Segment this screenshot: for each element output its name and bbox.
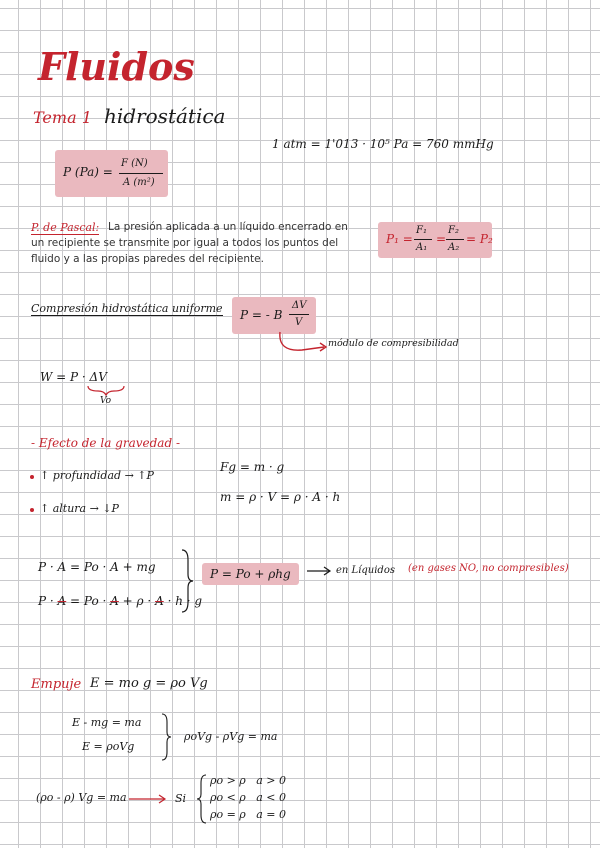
pressure-formula-box [55,150,168,197]
buoyancy-step-1: E - mg = ma [72,716,142,729]
right-brace-icon [180,548,194,614]
buoyancy-arrow-icon [128,794,168,804]
work-under-label: Vo [100,396,112,406]
eq2-g: · h · g [167,594,203,608]
equation-line-2 [38,594,202,608]
buoyancy-final: (ρo - ρ) Vg = ma [36,791,127,804]
pascal-a2: A₂ [448,242,460,253]
compression-title: Compresión hidrostática uniforme [31,302,223,315]
cases-brace-icon [196,773,208,825]
pascal-p2: = P₂ [466,232,493,246]
pascal-a1: A₁ [416,242,428,253]
gravity-title: - Efecto de la gravedad - [31,436,180,450]
topic-name: hidrostática [104,104,226,128]
buoyancy-step-2: E = ρoVg [82,740,135,753]
gravity-bullet-2: ↑ altura → ↓P [40,502,119,515]
eq2-a: P · [38,594,54,608]
pascal-p1: P₁ = [386,232,413,246]
buoyancy-result: ρoVg - ρVg = ma [184,730,278,743]
buoyancy-title: Empuje [31,677,82,692]
compression-note: módulo de compresibilidad [328,338,459,349]
pascal-f1: F₁ [416,225,427,236]
case-1: ρo > ρ a > 0 [210,774,287,787]
compression-arrow-icon [272,330,332,358]
compression-lhs: P = - B [240,308,283,322]
gravity-mass: m = ρ · V = ρ · A · h [220,490,341,504]
compression-formula-box [232,297,316,334]
pressure-lhs: P (Pa) = [63,165,113,179]
pascal-text-3: fluido y a las propias paredes del recipiente. [31,253,264,265]
pressure-num: F (N) [121,158,148,169]
atm-conversion: 1 atm = 1'013 · 10⁵ Pa = 760 mmHg [272,137,494,151]
work-equation: W = P · ΔV [40,370,107,384]
topic-label: Tema 1 [33,108,92,127]
eq2-e: + ρ · [122,594,152,608]
case-2: ρo < ρ a < 0 [210,791,287,804]
pascal-text-2: un recipiente se transmite por igual a todos los puntos del [31,237,339,249]
work-underbrace-icon [86,384,126,396]
equation-result-box: P = Po + ρhg [202,563,299,585]
eq2-f: A [155,594,164,608]
eq2-b: A [57,594,67,608]
pascal-text-1: La presión aplicada a un líquido encerrado en [108,221,348,233]
pascal-equals: = [436,232,447,246]
eq2-d: A [110,594,119,608]
case-3: ρo = ρ a = 0 [210,808,287,821]
buoyancy-equation: E = mo g = ρo Vg [90,676,208,691]
pascal-bar-1 [414,239,432,240]
pressure-den: A (m²) [123,177,155,188]
pressure-fraction-bar [119,173,163,174]
compression-bar [289,314,309,315]
pascal-f2: F₂ [448,225,459,236]
compression-num: ΔV [292,300,307,311]
page-title: Fluidos [38,44,195,89]
pascal-title: P. de Pascal: [31,221,100,234]
pascal-formula-box [378,222,492,258]
compression-den: V [295,317,303,328]
pascal-bar-2 [446,239,464,240]
bullet-2-icon [30,508,34,512]
buoyancy-brace-icon [160,712,172,762]
equation-line-1: P · A = Po · A + mg [38,560,156,574]
gravity-fg: Fg = m · g [220,460,285,474]
gravity-bullet-1: ↑ profundidad → ↑P [40,469,154,482]
equation-note-gases: (en gases NO, no compresibles) [408,563,569,574]
right-arrow-icon [306,566,332,576]
buoyancy-si: Si [175,792,187,805]
eq2-c: = Po · [70,594,107,608]
bullet-1-icon [30,475,34,479]
equation-note-liquids: en Líquidos [336,565,395,576]
